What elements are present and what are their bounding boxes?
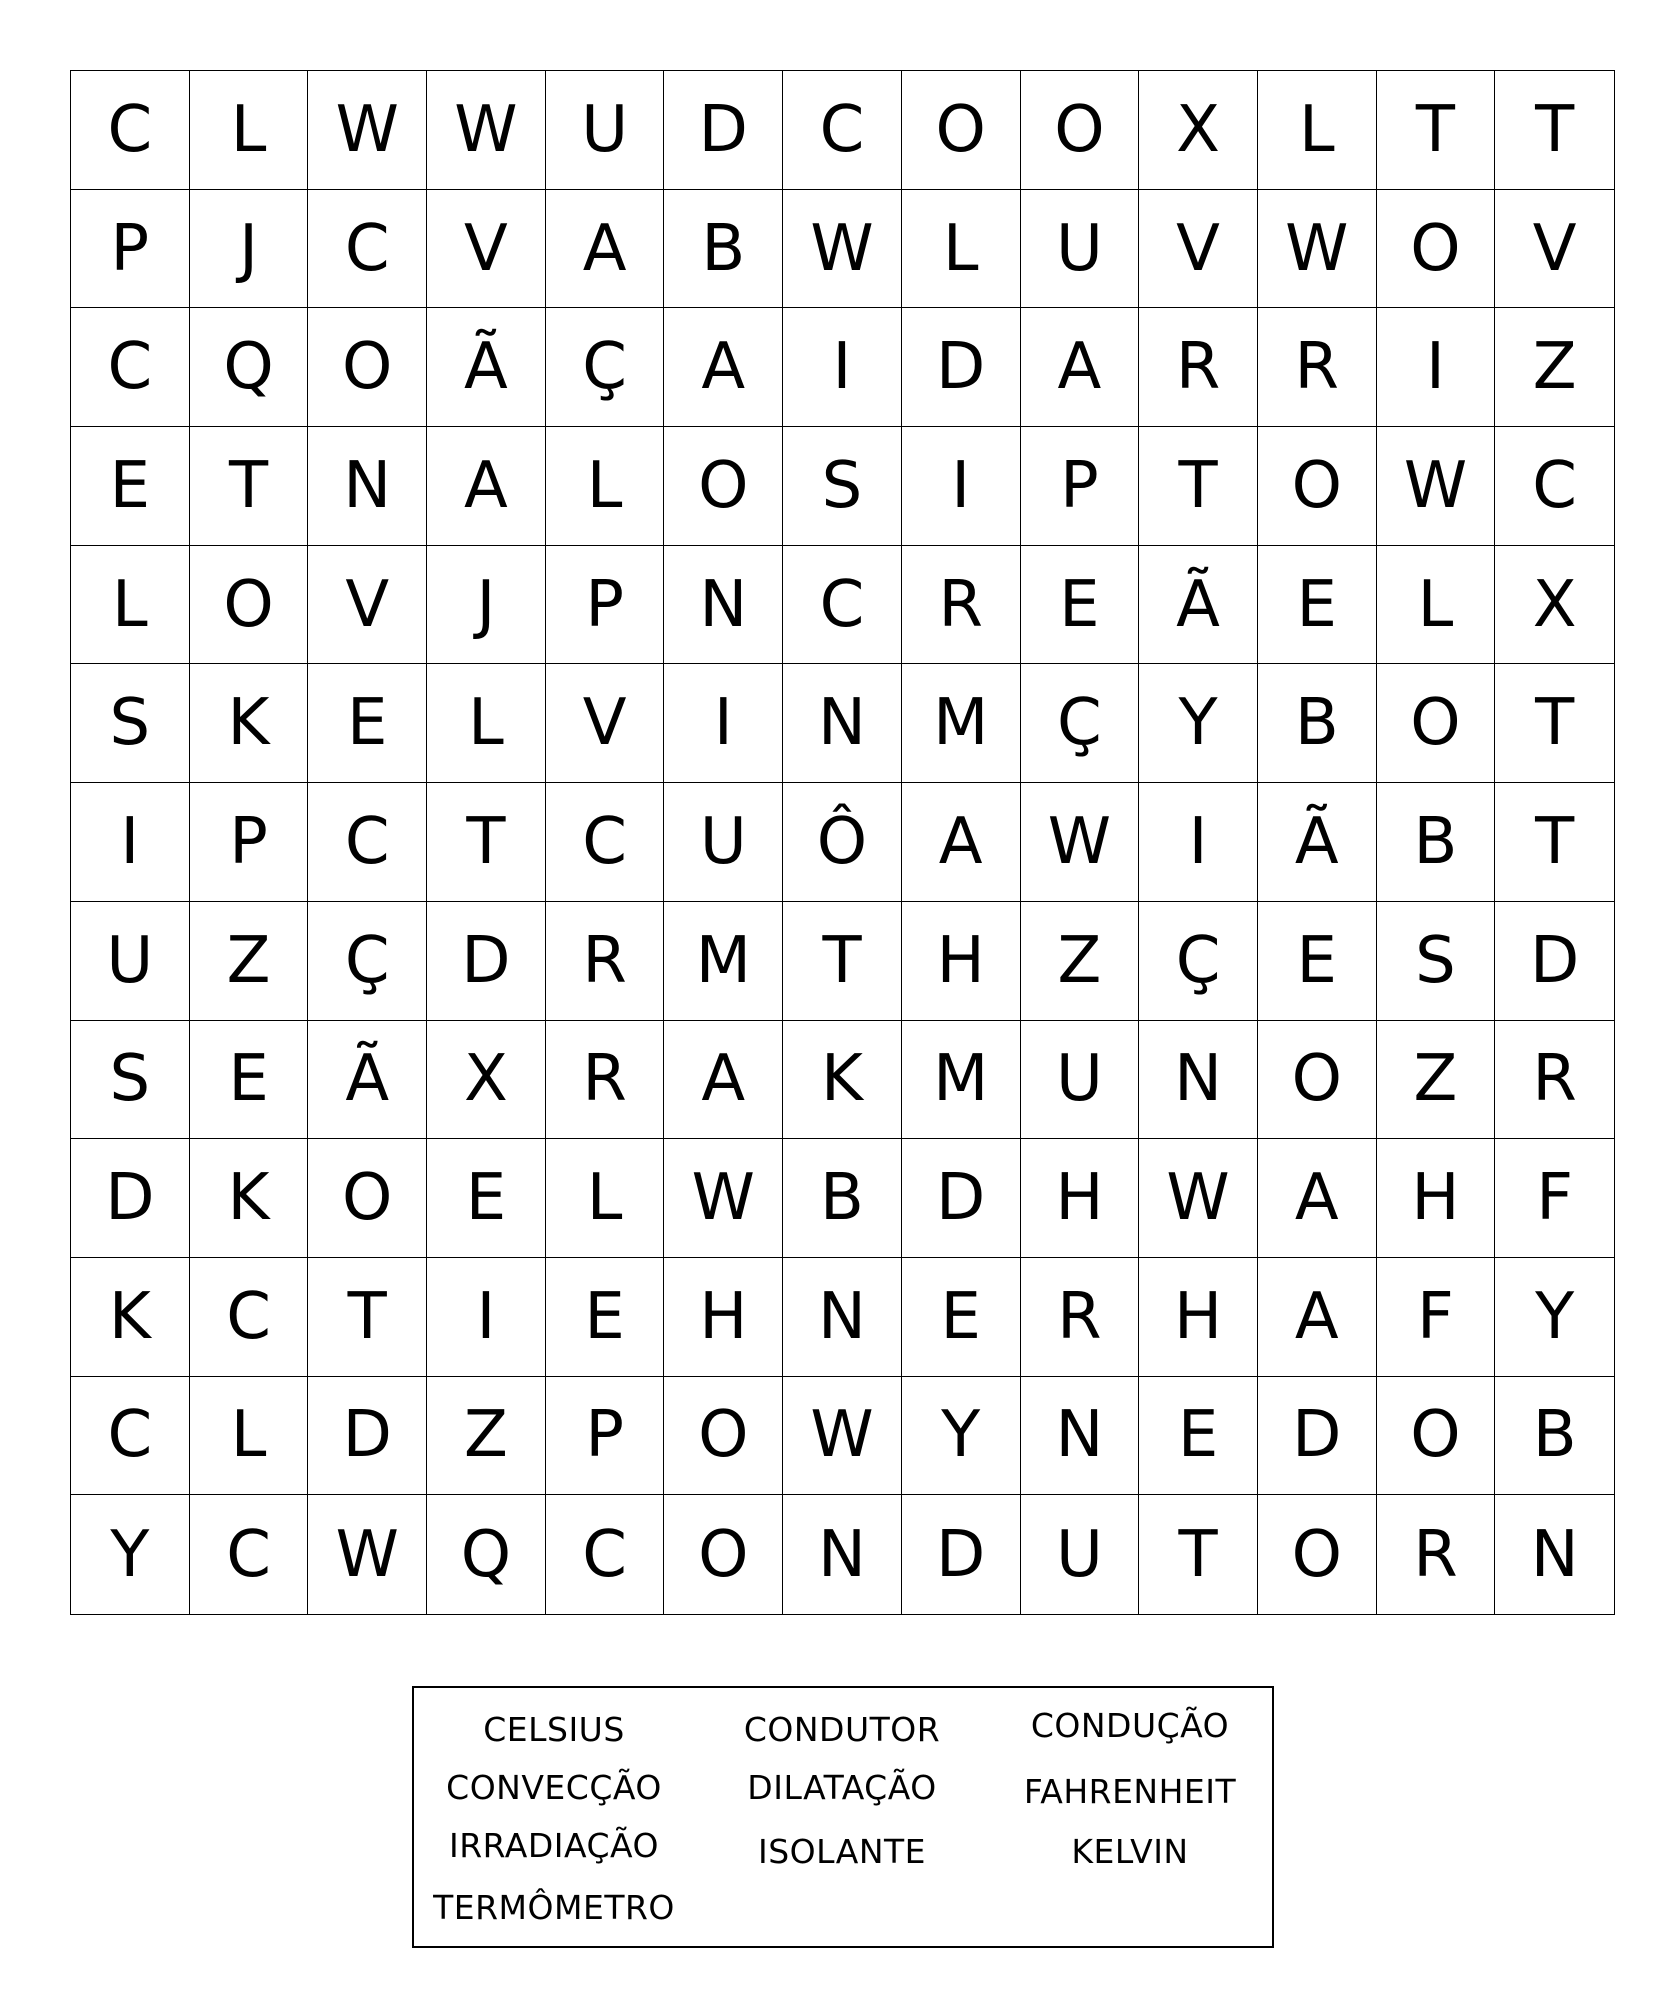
grid-cell[interactable]: M (902, 1021, 1021, 1140)
grid-cell[interactable]: R (546, 902, 665, 1021)
grid-cell[interactable]: B (1495, 1377, 1614, 1496)
grid-cell[interactable]: Ã (1139, 546, 1258, 665)
grid-cell[interactable]: T (190, 427, 309, 546)
grid-cell[interactable]: N (783, 1258, 902, 1377)
grid-cell[interactable]: W (308, 71, 427, 190)
grid-cell[interactable]: P (546, 1377, 665, 1496)
grid-cell[interactable]: I (427, 1258, 546, 1377)
grid-cell[interactable]: Y (71, 1495, 190, 1614)
grid-cell[interactable]: U (1021, 1495, 1140, 1614)
grid-cell[interactable]: M (664, 902, 783, 1021)
grid-cell[interactable]: L (1377, 546, 1496, 665)
grid-cell[interactable]: Ã (427, 308, 546, 427)
grid-cell[interactable]: E (1258, 902, 1377, 1021)
grid-cell[interactable]: N (1021, 1377, 1140, 1496)
grid-cell[interactable]: C (190, 1258, 309, 1377)
grid-cell[interactable]: L (427, 664, 546, 783)
grid-cell[interactable]: P (71, 190, 190, 309)
grid-cell[interactable]: E (546, 1258, 665, 1377)
grid-cell[interactable]: T (427, 783, 546, 902)
word-list-item: CONDUÇÃO (1030, 1706, 1230, 1745)
grid-cell[interactable]: Ç (308, 902, 427, 1021)
grid-cell[interactable]: W (1258, 190, 1377, 309)
word-list-item: FAHRENHEIT (1023, 1772, 1237, 1811)
grid-cell[interactable]: T (1139, 427, 1258, 546)
grid-cell[interactable]: N (783, 1495, 902, 1614)
grid-cell[interactable]: Ã (308, 1021, 427, 1140)
grid-cell[interactable]: B (664, 190, 783, 309)
grid-cell[interactable]: E (1139, 1377, 1258, 1496)
grid-cell[interactable]: C (71, 1377, 190, 1496)
grid-cell[interactable]: D (902, 1139, 1021, 1258)
grid-cell[interactable]: C (308, 190, 427, 309)
grid-cell[interactable]: I (71, 783, 190, 902)
grid-cell[interactable]: E (902, 1258, 1021, 1377)
grid-cell[interactable]: L (190, 71, 309, 190)
grid-cell[interactable]: S (71, 1021, 190, 1140)
grid-cell[interactable]: U (1021, 190, 1140, 309)
grid-cell[interactable]: V (1139, 190, 1258, 309)
grid-cell[interactable]: H (902, 902, 1021, 1021)
grid-cell[interactable]: D (664, 71, 783, 190)
grid-cell[interactable]: Z (427, 1377, 546, 1496)
grid-cell[interactable]: N (1530, 1517, 1579, 1592)
grid-cell[interactable]: W (783, 1377, 902, 1496)
grid-cell[interactable]: O (1258, 1495, 1377, 1614)
grid-cell[interactable]: Y (1139, 664, 1258, 783)
grid-cell[interactable]: L (546, 427, 665, 546)
grid-cell[interactable]: E (1258, 546, 1377, 665)
grid-cell[interactable]: Ã (1258, 783, 1377, 902)
grid-cell[interactable]: H (1021, 1139, 1140, 1258)
grid-cell[interactable]: R (1139, 308, 1258, 427)
grid-cell[interactable]: W (308, 1495, 427, 1614)
grid-cell[interactable]: H (664, 1258, 783, 1377)
grid-cell[interactable]: Z (1495, 308, 1614, 427)
grid-cell[interactable]: A (1258, 1139, 1377, 1258)
grid-cell[interactable]: R (1258, 308, 1377, 427)
grid-cell[interactable]: X (1495, 546, 1614, 665)
grid-cell[interactable]: I (902, 427, 1021, 546)
grid-cell[interactable]: O (664, 1495, 783, 1614)
grid-cell[interactable]: F (1377, 1258, 1496, 1377)
grid-cell[interactable]: S (1377, 902, 1496, 1021)
grid-cell[interactable]: P (546, 546, 665, 665)
grid-cell[interactable]: W (427, 71, 546, 190)
word-list-item: IRRADIAÇÃO (449, 1826, 659, 1865)
grid-cell[interactable]: C (308, 783, 427, 902)
grid-cell[interactable]: W (1377, 427, 1496, 546)
grid-cell[interactable]: R (1021, 1258, 1140, 1377)
grid-cell[interactable]: T (1495, 664, 1614, 783)
grid-cell[interactable]: O (664, 1377, 783, 1496)
grid-cell[interactable]: T (1139, 1495, 1258, 1614)
grid-cell[interactable]: O (664, 427, 783, 546)
grid-cell[interactable]: A (902, 783, 1021, 902)
grid-cell[interactable]: D (427, 902, 546, 1021)
grid-cell[interactable]: H (1139, 1258, 1258, 1377)
grid-cell[interactable]: V (427, 190, 546, 309)
grid-cell[interactable]: P (1021, 427, 1140, 546)
grid-cell[interactable]: L (902, 190, 1021, 309)
grid-cell[interactable]: Ç (546, 308, 665, 427)
word-list-item: KELVIN (1071, 1832, 1189, 1871)
grid-cell[interactable]: K (783, 1021, 902, 1140)
grid-cell[interactable]: U (546, 71, 665, 190)
word-search-grid (70, 70, 1615, 1615)
grid-cell[interactable]: E (308, 664, 427, 783)
grid-cell[interactable]: K (190, 664, 309, 783)
grid-cell[interactable]: E (190, 1021, 309, 1140)
grid-cell[interactable]: R (902, 546, 1021, 665)
word-list-item: DILATAÇÃO (747, 1768, 937, 1807)
grid-cell[interactable]: V (546, 664, 665, 783)
grid-cell[interactable]: D (1495, 902, 1614, 1021)
grid-cell[interactable]: O (1377, 190, 1496, 309)
grid-cell[interactable]: D (902, 308, 1021, 427)
grid-cell[interactable]: C (546, 1495, 665, 1614)
grid-cell[interactable]: O (308, 1139, 427, 1258)
grid-cell[interactable]: I (1139, 783, 1258, 902)
grid-cell[interactable]: I (1377, 308, 1496, 427)
grid-cell[interactable]: Y (902, 1377, 1021, 1496)
grid-cell[interactable]: E (427, 1139, 546, 1258)
grid-cell[interactable]: Y (1495, 1258, 1614, 1377)
grid-cell[interactable]: Q (190, 308, 309, 427)
word-list-item: CELSIUS (483, 1710, 625, 1749)
grid-cell[interactable]: O (1258, 427, 1377, 546)
grid-cell[interactable]: B (1377, 783, 1496, 902)
word-list-item: TERMÔMETRO (433, 1888, 675, 1927)
grid-cell[interactable]: E (1021, 546, 1140, 665)
grid-cell[interactable]: A (427, 427, 546, 546)
grid-cell[interactable]: M (902, 664, 1021, 783)
grid-cell[interactable]: L (546, 1139, 665, 1258)
grid-cell[interactable]: N (308, 427, 427, 546)
grid-cell[interactable]: R (1377, 1495, 1496, 1614)
grid-cell[interactable]: A (664, 308, 783, 427)
grid-cell[interactable]: Ô (783, 783, 902, 902)
grid-cell[interactable]: C (71, 71, 190, 190)
grid-cell[interactable]: H (1377, 1139, 1496, 1258)
grid-cell[interactable]: C (71, 308, 190, 427)
grid-cell[interactable]: S (783, 427, 902, 546)
grid-cell[interactable]: W (783, 190, 902, 309)
grid-cell[interactable]: U (664, 783, 783, 902)
grid-cell[interactable]: P (190, 783, 309, 902)
grid-cell[interactable]: U (1021, 1021, 1140, 1140)
grid-cell[interactable]: V (308, 546, 427, 665)
word-list-item: CONVECÇÃO (446, 1768, 662, 1807)
grid-cell[interactable]: C (190, 1495, 309, 1614)
grid-cell[interactable]: L (190, 1377, 309, 1496)
grid-cell[interactable]: O (1258, 1021, 1377, 1140)
word-list-item: ISOLANTE (757, 1832, 927, 1871)
grid-cell[interactable]: Z (1377, 1021, 1496, 1140)
grid-cell[interactable]: L (71, 546, 190, 665)
grid-cell[interactable]: C (783, 71, 902, 190)
grid-cell[interactable]: T (1377, 71, 1496, 190)
grid-cell[interactable]: S (71, 664, 190, 783)
grid-cell[interactable]: O (902, 71, 1021, 190)
grid-cell[interactable]: W (664, 1139, 783, 1258)
grid-cell[interactable]: A (1258, 1258, 1377, 1377)
grid-cell[interactable]: B (783, 1139, 902, 1258)
grid-cell[interactable]: N (664, 546, 783, 665)
grid-cell[interactable]: T (1495, 71, 1614, 190)
grid-cell[interactable]: O (1021, 71, 1140, 190)
grid-cell[interactable]: N (783, 664, 902, 783)
grid-cell[interactable]: L (1258, 71, 1377, 190)
grid-cell[interactable]: K (190, 1139, 309, 1258)
grid-cell[interactable]: U (71, 902, 190, 1021)
grid-cell[interactable]: T (1495, 783, 1614, 902)
grid-cell[interactable]: K (71, 1258, 190, 1377)
word-list-box (412, 1686, 1274, 1948)
grid-cell[interactable]: Q (427, 1495, 546, 1614)
grid-cell[interactable]: Ç (1139, 902, 1258, 1021)
grid-cell[interactable]: B (1258, 664, 1377, 783)
grid-cell[interactable]: D (308, 1377, 427, 1496)
grid-cell[interactable]: W (1139, 1139, 1258, 1258)
grid-cell[interactable]: O (1377, 1377, 1496, 1496)
grid-cell[interactable]: C (546, 783, 665, 902)
grid-cell[interactable]: D (1258, 1377, 1377, 1496)
grid-cell[interactable]: O (190, 546, 309, 665)
grid-cell[interactable]: D (902, 1495, 1021, 1614)
grid-cell[interactable]: A (1021, 308, 1140, 427)
grid-cell[interactable]: O (1377, 664, 1496, 783)
grid-cell[interactable]: C (783, 546, 902, 665)
grid-cell[interactable]: I (664, 664, 783, 783)
grid-cell[interactable]: E (71, 427, 190, 546)
grid-cell[interactable]: I (783, 308, 902, 427)
grid-cell[interactable]: D (71, 1139, 190, 1258)
grid-cell[interactable]: X (427, 1021, 546, 1140)
grid-cell[interactable]: W (1021, 783, 1140, 902)
grid-cell[interactable]: N (1139, 1021, 1258, 1140)
grid-cell[interactable]: X (1139, 71, 1258, 190)
grid-cell[interactable]: J (190, 190, 309, 309)
grid-cell[interactable]: A (546, 190, 665, 309)
grid-cell[interactable]: J (427, 546, 546, 665)
grid-cell[interactable]: R (546, 1021, 665, 1140)
grid-cell[interactable]: Ç (1021, 664, 1140, 783)
grid-cell[interactable]: O (308, 308, 427, 427)
grid-cell[interactable]: F (1495, 1139, 1614, 1258)
grid-cell[interactable]: V (1495, 190, 1614, 309)
grid-cell[interactable]: Z (1021, 902, 1140, 1021)
grid-cell[interactable]: R (1495, 1021, 1614, 1140)
grid-cell[interactable]: T (308, 1258, 427, 1377)
word-list-item: CONDUTOR (743, 1710, 941, 1749)
grid-cell[interactable]: T (783, 902, 902, 1021)
grid-cell[interactable]: A (664, 1021, 783, 1140)
grid-cell[interactable]: C (1495, 427, 1614, 546)
grid-cell[interactable]: Z (190, 902, 309, 1021)
